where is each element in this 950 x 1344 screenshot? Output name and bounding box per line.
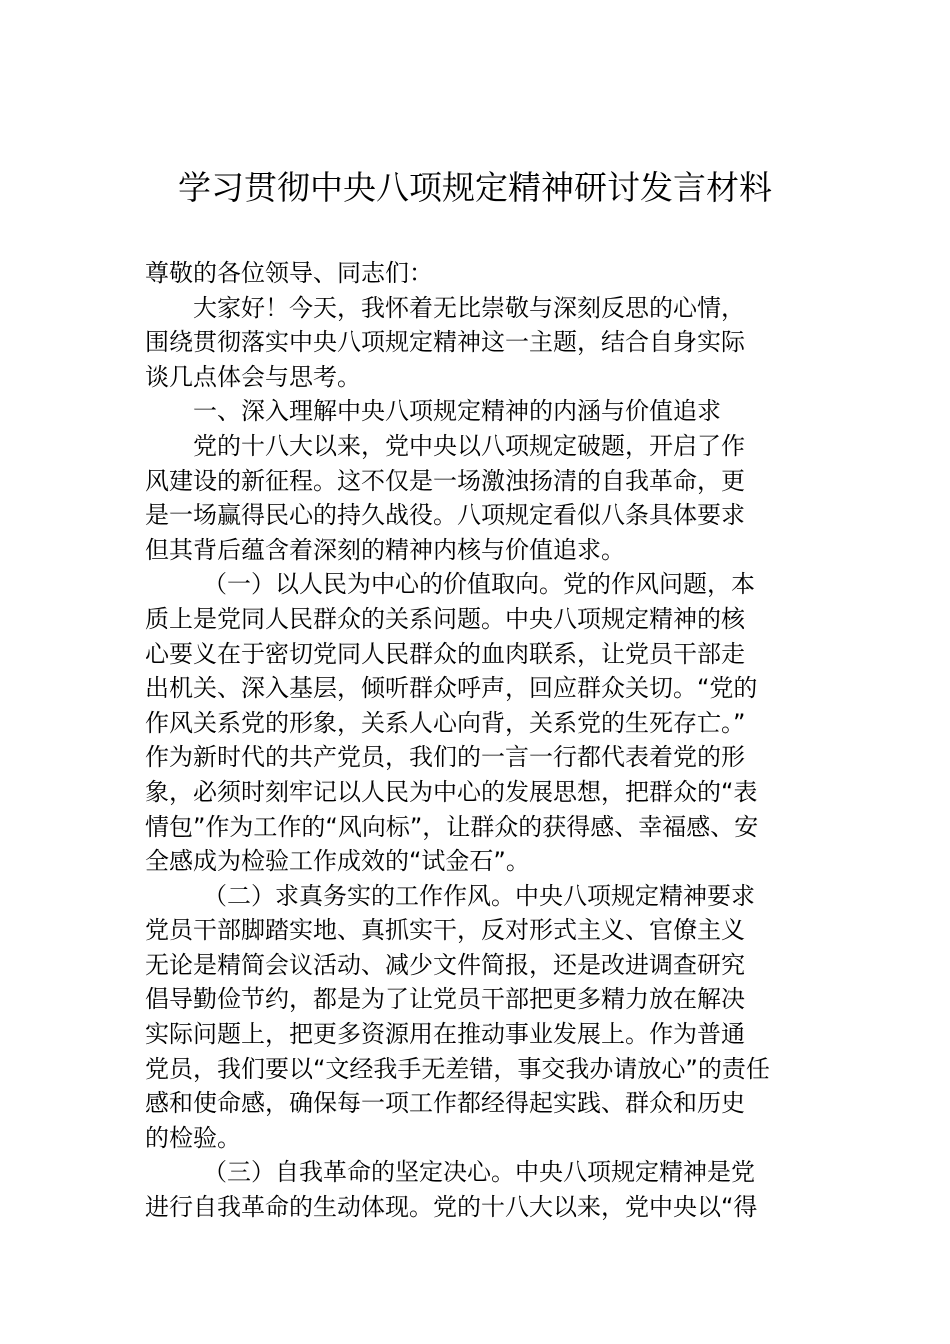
paragraph-line: 风建设的新征程。这不仅是一场激浊扬清的自我革命，更 xyxy=(145,466,745,495)
paragraph-line: （一）以人民为中心的价值取向。党的作风问题，本 xyxy=(203,570,755,599)
document-body xyxy=(145,256,815,1225)
document-title: 学习贯彻中央八项规定精神研讨发言材料 xyxy=(178,168,772,207)
paragraph-line: 出机关、深入基层，倾听群众呼声，回应群众关切。“党的 xyxy=(145,674,758,703)
paragraph-line: 党的十八大以来，党中央以八项规定破题，开启了作 xyxy=(193,431,745,460)
paragraph-line: 心要义在于密切党同人民群众的血肉联系，让党员干部走 xyxy=(145,639,745,668)
paragraph-line: 但其背后蕴含着深刻的精神内核与价值追求。 xyxy=(145,535,625,564)
paragraph-line: 实际问题上，把更多资源用在推动事业发展上。作为普通 xyxy=(145,1020,745,1049)
paragraph-line: 是一场赢得民心的持久战役。八项规定看似八条具体要求 xyxy=(145,501,745,530)
paragraph-line: 谈几点体会与思考。 xyxy=(145,362,361,391)
paragraph-line: 感和使命感，确保每一项工作都经得起实践、群众和历史 xyxy=(145,1089,745,1118)
paragraph-line: 一、深入理解中央八项规定精神的内涵与价值追求 xyxy=(193,397,721,426)
paragraph-line: 的检验。 xyxy=(145,1123,241,1152)
paragraph-line: 进行自我革命的生动体现。党的十八大以来，党中央以“得 xyxy=(145,1193,758,1222)
paragraph-line: 尊敬的各位领导、同志们： xyxy=(145,259,433,287)
paragraph-line: （二）求真务实的工作作风。中央八项规定精神要求 xyxy=(203,881,755,910)
paragraph-line: 全感成为检验工作成效的“试金石”。 xyxy=(145,847,530,876)
paragraph-line: （三）自我革命的坚定决心。中央八项规定精神是党 xyxy=(203,1158,755,1187)
paragraph-line: 党员干部脚踏实地、真抓实干，反对形式主义、官僚主义 xyxy=(145,916,745,945)
paragraph-line: 作风关系党的形象，关系人心向背，关系党的生死存亡。” xyxy=(145,708,746,737)
paragraph-line: 倡导勤俭节约，都是为了让党员干部把更多精力放在解决 xyxy=(145,985,745,1014)
paragraph-line: 大家好！今天，我怀着无比崇敬与深刻反思的心情， xyxy=(193,293,745,322)
paragraph-line: 情包”作为工作的“风向标”，让群众的获得感、幸福感、安 xyxy=(145,812,759,841)
paragraph-line: 党员，我们要以“文经我手无差错，事交我办请放心”的责任 xyxy=(145,1054,770,1083)
paragraph-line: 质上是党同人民群众的关系问题。中央八项规定精神的核 xyxy=(145,604,745,633)
paragraph-line: 象，必须时刻牢记以人民为中心的发展思想，把群众的“表 xyxy=(145,777,758,806)
paragraph-line: 围绕贯彻落实中央八项规定精神这一主题，结合自身实际 xyxy=(145,328,745,357)
paragraph-line: 无论是精简会议活动、减少文件简报，还是改进调查研究 xyxy=(145,950,745,979)
paragraph-line: 作为新时代的共产党员，我们的一言一行都代表着党的形 xyxy=(145,743,745,772)
